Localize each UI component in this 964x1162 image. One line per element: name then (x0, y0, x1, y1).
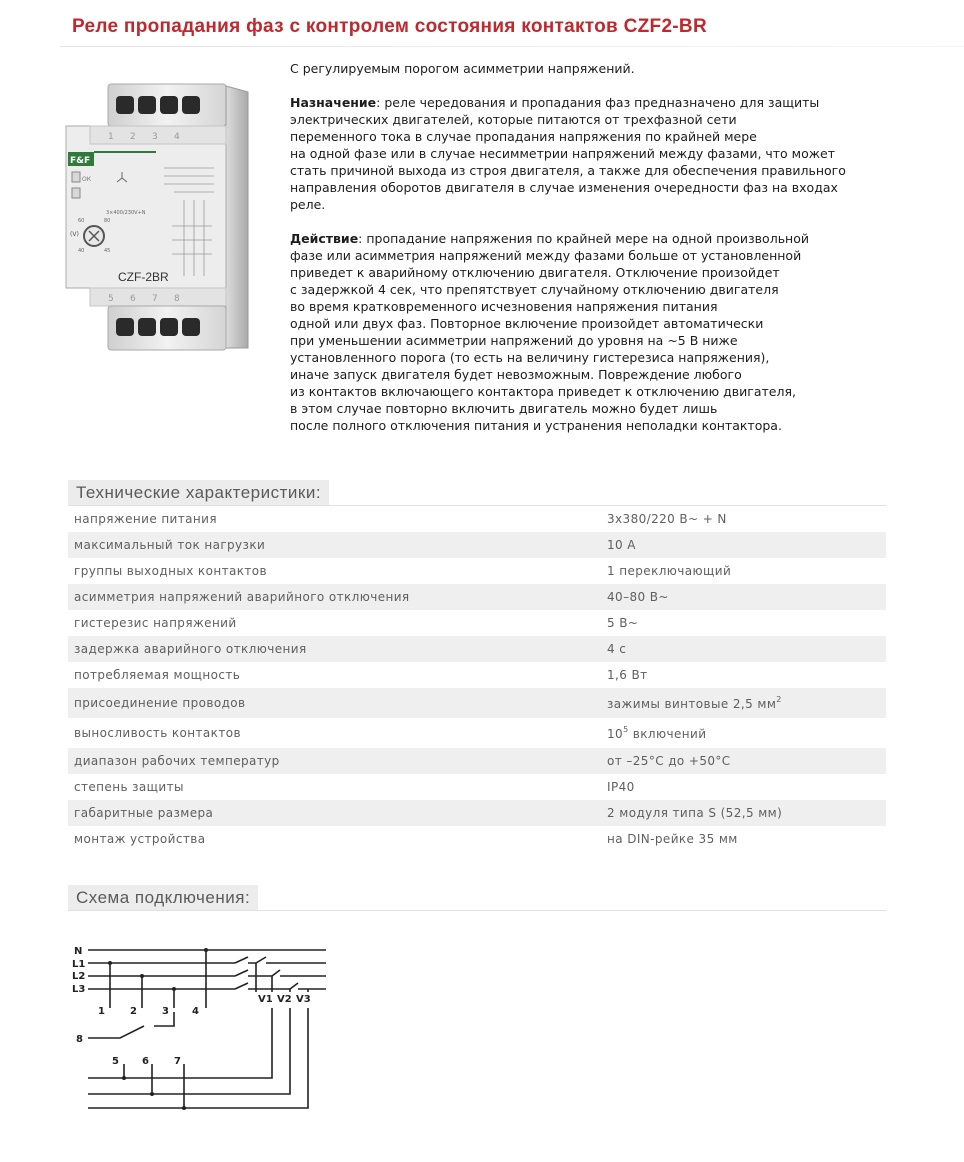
indicator-label: ОК (82, 176, 91, 183)
spec-key: напряжение питания (74, 512, 217, 526)
spec-value: IP40 (607, 780, 635, 794)
spec-value-text: включений (628, 727, 707, 741)
spec-row (68, 748, 886, 774)
purpose-line: переменного тока в случае пропадания напряжения по крайней мере (290, 129, 757, 144)
spec-key: монтаж устройства (74, 832, 206, 846)
spec-value-base: 10 (607, 727, 624, 741)
spec-key: гистерезис напряжений (74, 616, 237, 630)
intro-text: С регулируемым порогом асимметрии напряжений. (290, 61, 635, 76)
terminal-4: 4 (192, 1006, 199, 1017)
action-line: с задержкой 4 сек, что препятствует случайному отключению двигателя (290, 282, 779, 297)
action-line: фазе или асимметрия напряжений между фазами больше от установленной (290, 248, 802, 263)
purpose-line: направления оборотов двигателя в случае изменения очередности фаз на входах (290, 180, 838, 195)
spec-row (68, 688, 886, 718)
terminal-label-bottom: 7 (152, 294, 158, 304)
line-label-l3: L3 (72, 984, 86, 995)
action-line: одной или двух фаз. Повторное включение произойдет автоматически (290, 316, 764, 331)
spec-key: асимметрия напряжений аварийного отключения (74, 590, 410, 604)
action-line: приведет к аварийному отключению двигателя. Отключение произойдет (290, 265, 780, 280)
terminal-5: 5 (112, 1056, 119, 1067)
spec-key: выносливость контактов (74, 726, 241, 740)
spec-value-text: зажимы винтовые 2,5 мм (607, 697, 777, 711)
purpose-label: Назначение (290, 95, 377, 110)
knob-scale: 60 (78, 218, 85, 224)
spec-value: 1 переключающий (607, 564, 732, 578)
scheme-heading: Схема подключения: (68, 885, 258, 911)
specs-table (68, 506, 886, 852)
spec-row (68, 826, 886, 852)
spec-row (68, 558, 886, 584)
spec-key: группы выходных контактов (74, 564, 267, 578)
action-line: после полного отключения питания и устранения неполадки контактора. (290, 418, 782, 433)
terminal-1: 1 (98, 1006, 105, 1017)
spec-value (607, 695, 782, 711)
action-line: из контактов включающего контактора приведет к отключению двигателя, (290, 384, 796, 399)
terminal-8: 8 (76, 1034, 83, 1045)
purpose-line: стать причиной выхода из строя двигателя, а также для обеспечения правильного (290, 163, 846, 178)
action-line: иначе запуск двигателя будет невозможным. Повреждение любого (290, 367, 742, 382)
relay-device-image (64, 76, 260, 358)
voltage-label: 3×400/230V+N (106, 210, 146, 216)
description (290, 60, 890, 451)
spec-value: 2 модуля типа S (52,5 мм) (607, 806, 783, 820)
spec-key: габаритные размера (74, 806, 214, 820)
knob-unit: (V) (70, 231, 79, 238)
line-label-l1: L1 (72, 959, 86, 970)
spec-row (68, 800, 886, 826)
spec-value: 5 В~ (607, 616, 639, 630)
motor-terminal-v2: V2 (277, 994, 292, 1005)
purpose-line: электрических двигателей, которые питаются от трехфазной сети (290, 112, 737, 127)
terminal-6: 6 (142, 1056, 149, 1067)
knob-scale: 40 (78, 248, 85, 254)
spec-value (607, 725, 706, 741)
spec-value: 10 А (607, 538, 636, 552)
spec-key: диапазон рабочих температур (74, 754, 280, 768)
spec-key: потребляемая мощность (74, 668, 241, 682)
purpose-line: : реле чередования и пропадания фаз предназначено для защиты (376, 95, 820, 110)
action-line: при уменьшении асимметрии напряжений до уровня на ~5 В ниже (290, 333, 738, 348)
purpose-paragraph (290, 94, 890, 213)
spec-row (68, 636, 886, 662)
action-label: Действие (290, 231, 359, 246)
action-paragraph (290, 230, 890, 434)
spec-row (68, 610, 886, 636)
spec-key: максимальный ток нагрузки (74, 538, 266, 552)
spec-row (68, 774, 886, 800)
spec-value: на DIN-рейке 35 мм (607, 832, 738, 846)
brand-logo: F&F (70, 156, 91, 166)
spec-value: 4 с (607, 642, 627, 656)
model-label: CZF-2BR (118, 270, 169, 284)
scheme-divider (68, 910, 886, 911)
motor-terminal-v1: V1 (258, 994, 273, 1005)
spec-key: задержка аварийного отключения (74, 642, 307, 656)
motor-terminal-v3: V3 (296, 994, 311, 1005)
spec-row (68, 506, 886, 532)
knob-scale: 80 (104, 218, 111, 224)
terminal-label-bottom: 5 (108, 294, 114, 304)
spec-row (68, 584, 886, 610)
purpose-line: реле. (290, 197, 326, 212)
spec-row (68, 532, 886, 558)
line-label-n: N (74, 946, 83, 957)
spec-value: от –25°C до +50°C (607, 754, 731, 768)
line-label-l2: L2 (72, 971, 86, 982)
specs-heading: Технические характеристики: (68, 480, 329, 506)
action-line: во время кратковременного исчезновения напряжения питания (290, 299, 718, 314)
spec-key: присоединение проводов (74, 696, 246, 710)
spec-value-exponent: 2 (776, 695, 782, 704)
terminal-label-bottom: 8 (174, 294, 180, 304)
spec-key: степень защиты (74, 780, 184, 794)
terminal-7: 7 (174, 1056, 181, 1067)
action-line: : пропадание напряжения по крайней мере на одной произвольной (358, 231, 810, 246)
terminal-label-top: 4 (174, 132, 180, 142)
spec-row (68, 662, 886, 688)
wiring-diagram (60, 930, 350, 1120)
terminal-2: 2 (130, 1006, 137, 1017)
terminal-label-top: 1 (108, 132, 114, 142)
spec-value: 1,6 Вт (607, 668, 648, 682)
spec-row (68, 718, 886, 748)
action-line: в этом случае повторно включить двигатель можно будет лишь (290, 401, 718, 416)
knob-scale: 45 (104, 248, 111, 254)
page-title: Реле пропадания фаз с контролем состояния контактов CZF2-BR (72, 16, 707, 37)
purpose-line: на одной фазе или в случае несимметрии напряжений между фазами, что может (290, 146, 835, 161)
spec-value: 3x380/220 В~ + N (607, 512, 727, 526)
terminal-label-bottom: 6 (130, 294, 136, 304)
action-line: установленного порога (то есть на величину гистерезиса напряжения), (290, 350, 770, 365)
terminal-3: 3 (162, 1006, 169, 1017)
title-divider (60, 46, 964, 47)
spec-value: 40–80 В~ (607, 590, 669, 604)
spec-value-exponent: 5 (623, 725, 629, 734)
terminal-label-top: 2 (130, 132, 136, 142)
terminal-label-top: 3 (152, 132, 158, 142)
